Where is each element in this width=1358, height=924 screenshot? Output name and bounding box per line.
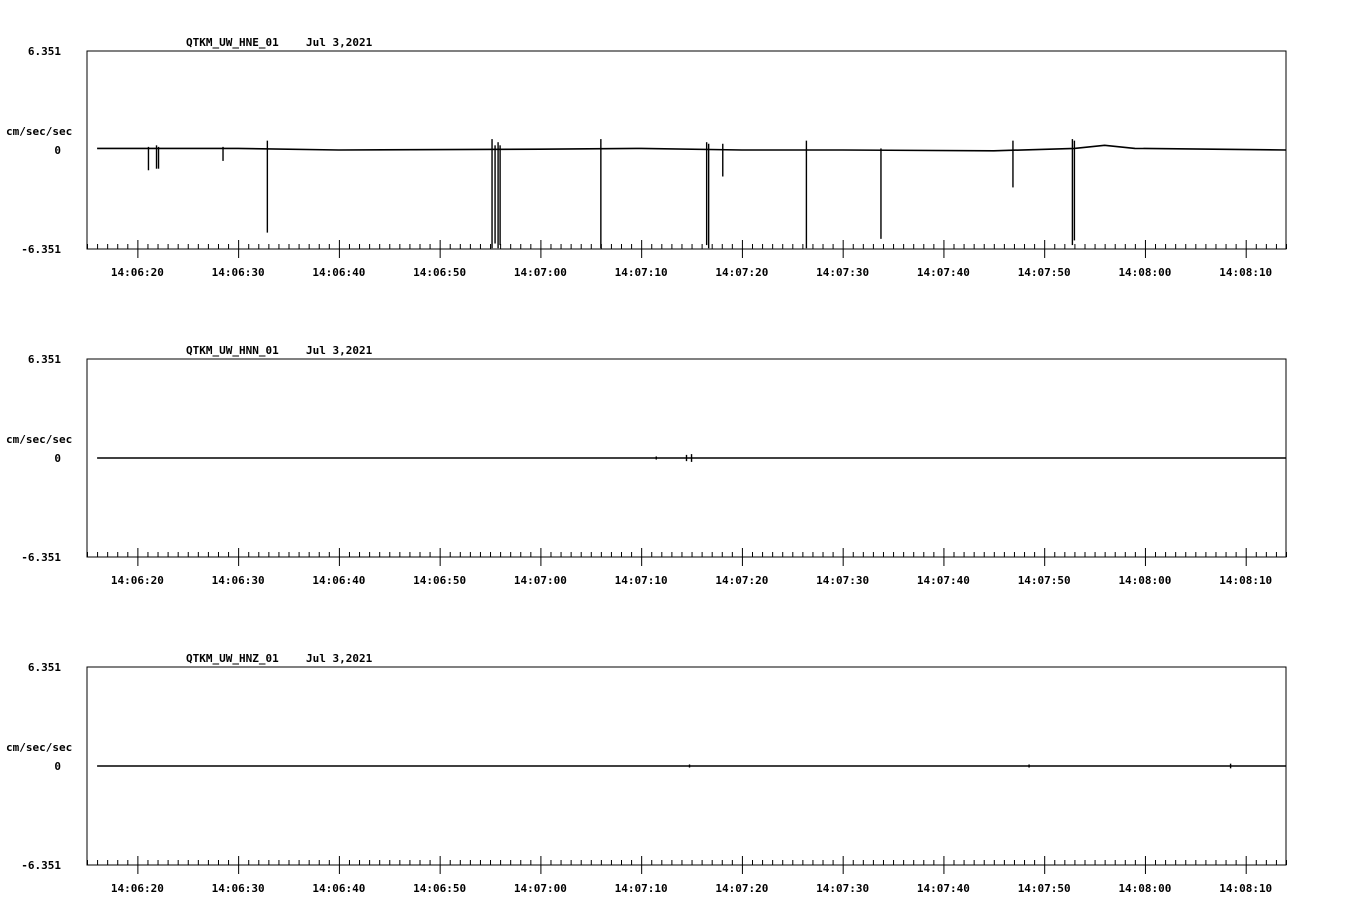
waveform-trace xyxy=(97,145,1286,151)
date-label: Jul 3,2021 xyxy=(306,344,373,357)
x-tick-label: 14:07:10 xyxy=(614,266,668,279)
x-tick-label: 14:06:30 xyxy=(211,574,265,587)
x-tick-label: 14:07:40 xyxy=(916,266,970,279)
x-tick-label: 14:07:30 xyxy=(816,266,870,279)
seismogram-panel xyxy=(6,36,1287,279)
y-axis-label: cm/sec/sec xyxy=(6,125,73,138)
x-tick-label: 14:06:50 xyxy=(413,266,467,279)
y-tick-label: -6.351 xyxy=(21,243,61,256)
x-tick-label: 14:08:00 xyxy=(1118,882,1172,895)
x-tick-label: 14:06:40 xyxy=(312,574,366,587)
x-tick-label: 14:08:00 xyxy=(1118,574,1172,587)
x-tick-label: 14:07:00 xyxy=(513,574,567,587)
date-label: Jul 3,2021 xyxy=(306,36,373,49)
x-tick-label: 14:08:00 xyxy=(1118,266,1172,279)
x-tick-label: 14:08:10 xyxy=(1219,266,1273,279)
x-tick-label: 14:06:50 xyxy=(413,574,467,587)
y-tick-label: 6.351 xyxy=(27,661,61,674)
x-tick-label: 14:06:20 xyxy=(110,266,164,279)
x-tick-label: 14:07:20 xyxy=(715,574,769,587)
y-tick-label: -6.351 xyxy=(21,551,61,564)
x-tick-label: 14:06:20 xyxy=(110,882,164,895)
seismogram-panel xyxy=(6,652,1287,895)
x-tick-label: 14:07:00 xyxy=(513,882,567,895)
x-tick-label: 14:07:10 xyxy=(614,574,668,587)
x-tick-label: 14:07:10 xyxy=(614,882,668,895)
x-tick-label: 14:07:40 xyxy=(916,574,970,587)
x-tick-label: 14:07:20 xyxy=(715,882,769,895)
seismogram-panel xyxy=(6,344,1287,587)
x-tick-label: 14:07:50 xyxy=(1017,266,1071,279)
x-tick-label: 14:06:40 xyxy=(312,882,366,895)
station-title: QTKM_UW_HNZ_01 xyxy=(186,652,279,665)
x-tick-label: 14:06:30 xyxy=(211,882,265,895)
x-tick-label: 14:06:40 xyxy=(312,266,366,279)
x-tick-label: 14:07:50 xyxy=(1017,574,1071,587)
x-tick-label: 14:07:40 xyxy=(916,882,970,895)
y-axis-label: cm/sec/sec xyxy=(6,741,73,754)
x-tick-label: 14:07:00 xyxy=(513,266,567,279)
x-tick-label: 14:07:20 xyxy=(715,266,769,279)
y-axis-label: cm/sec/sec xyxy=(6,433,73,446)
x-tick-label: 14:06:20 xyxy=(110,574,164,587)
x-tick-label: 14:08:10 xyxy=(1219,574,1273,587)
x-tick-label: 14:08:10 xyxy=(1219,882,1273,895)
date-label: Jul 3,2021 xyxy=(306,652,373,665)
station-title: QTKM_UW_HNE_01 xyxy=(186,36,279,49)
x-tick-label: 14:07:30 xyxy=(816,882,870,895)
y-tick-label: 0 xyxy=(54,760,61,773)
x-tick-label: 14:06:50 xyxy=(413,882,467,895)
y-tick-label: 6.351 xyxy=(27,45,61,58)
x-tick-label: 14:07:30 xyxy=(816,574,870,587)
y-tick-label: 6.351 xyxy=(27,353,61,366)
y-tick-label: 0 xyxy=(54,452,61,465)
x-tick-label: 14:07:50 xyxy=(1017,882,1071,895)
y-tick-label: 0 xyxy=(54,144,61,157)
y-tick-label: -6.351 xyxy=(21,859,61,872)
station-title: QTKM_UW_HNN_01 xyxy=(186,344,279,357)
x-tick-label: 14:06:30 xyxy=(211,266,265,279)
